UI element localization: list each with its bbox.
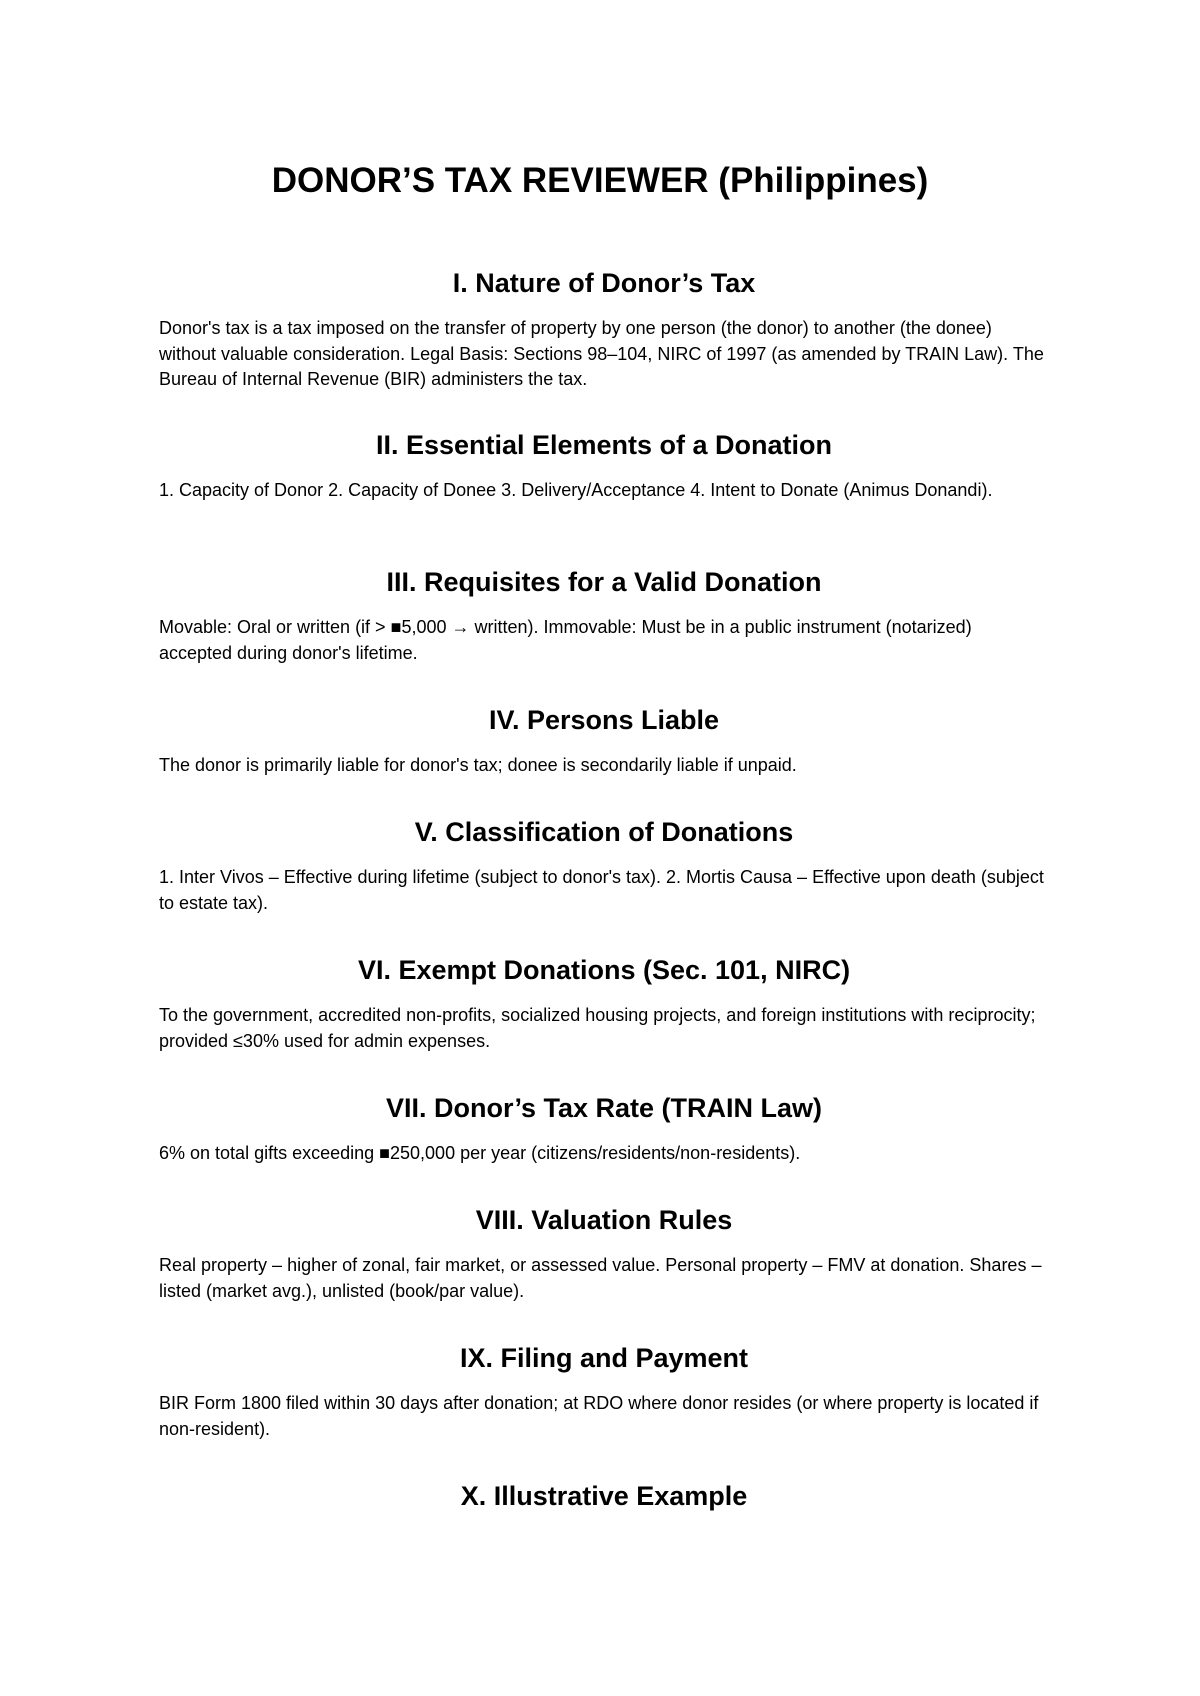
section-body: To the government, accredited non-profits, socialized housing projects, and foreign institutions with reciprocity; provided ≤30% used for admin expenses. bbox=[159, 1005, 1036, 1051]
section-body: Movable: Oral or written (if > ■5,000 → written). Immovable: Must be in a public instrument (notarized) accepted during donor's lifetime. bbox=[159, 617, 972, 663]
section-body: 1. Capacity of Donor 2. Capacity of Donee 3. Delivery/Acceptance 4. Intent to Donate (Animus Donandi). bbox=[159, 480, 993, 500]
section-illustrative-example bbox=[159, 1479, 1049, 1513]
section-filing-payment bbox=[159, 1341, 1049, 1442]
section-heading: III. Requisites for a Valid Donation bbox=[386, 567, 822, 597]
section-heading: X. Illustrative Example bbox=[460, 1481, 748, 1511]
section-exempt-donations bbox=[159, 953, 1049, 1054]
section-requisites bbox=[159, 565, 1049, 666]
section-heading: I. Nature of Donor’s Tax bbox=[452, 268, 756, 298]
section-heading: VIII. Valuation Rules bbox=[475, 1205, 733, 1235]
section-body: 6% on total gifts exceeding ■250,000 per year (citizens/residents/non-residents). bbox=[159, 1143, 801, 1163]
section-heading: IX. Filing and Payment bbox=[459, 1343, 749, 1373]
section-valuation-rules bbox=[159, 1203, 1049, 1304]
section-body: Donor's tax is a tax imposed on the transfer of property by one person (the donor) to another (the donee) without valuable consideration. Legal Basis: Sections 98–104, NIRC of 1997 (as amended by TRAIN Law). The Bureau of Internal Revenue (BIR) administers the tax. bbox=[159, 318, 1044, 389]
section-persons-liable bbox=[159, 703, 1049, 779]
section-heading: IV. Persons Liable bbox=[488, 705, 720, 735]
section-tax-rate bbox=[159, 1091, 1049, 1167]
section-nature bbox=[159, 266, 1049, 393]
document-title: DONOR’S TAX REVIEWER (Philippines) bbox=[271, 161, 929, 200]
section-essential-elements bbox=[159, 428, 1049, 504]
section-body: 1. Inter Vivos – Effective during lifetime (subject to donor's tax). 2. Mortis Causa – Effective upon death (subject to estate tax). bbox=[159, 867, 1044, 913]
section-heading: II. Essential Elements of a Donation bbox=[375, 430, 833, 460]
section-body: BIR Form 1800 filed within 30 days after donation; at RDO where donor resides (or where property is located if non-resident). bbox=[159, 1393, 1039, 1439]
section-body: The donor is primarily liable for donor's tax; donee is secondarily liable if unpaid. bbox=[159, 755, 797, 775]
section-heading: VII. Donor’s Tax Rate (TRAIN Law) bbox=[385, 1093, 823, 1123]
section-heading: VI. Exempt Donations (Sec. 101, NIRC) bbox=[357, 955, 851, 985]
section-heading: V. Classification of Donations bbox=[414, 817, 794, 847]
section-classification bbox=[159, 815, 1049, 916]
section-body: Real property – higher of zonal, fair market, or assessed value. Personal property – FMV at donation. Shares – listed (market avg.), unlisted (book/par value). bbox=[159, 1255, 1042, 1301]
